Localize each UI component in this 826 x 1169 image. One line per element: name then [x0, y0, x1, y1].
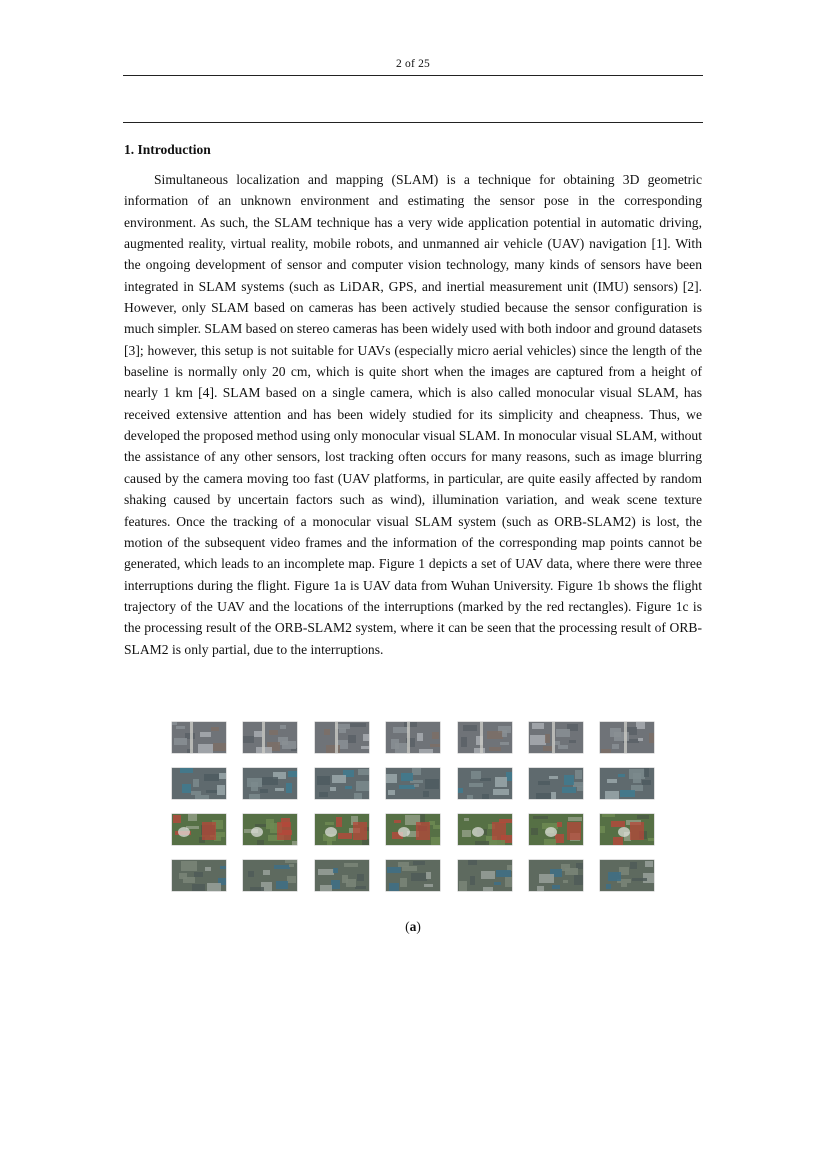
introduction-paragraph: Simultaneous localization and mapping (SLAM) is a technique for obtaining 3D geometric information of an unknown environment and estimating the sensor pose in the corresponding environment. As such, the SLAM technique has a very wide application potential in automatic driving, augmented reality, virtual reality, mobile robots, and unmanned air vehicle (UAV) navigation [1]. With the ongoing development of sensor and computer vision technology, many kinds of sensors have been integrated in SLAM systems (such as LiDAR, GPS, and inertial measurement unit (IMU) sensors) [2]. However, only SLAM based on cameras has been actively studied because the sensor configuration is much simpler. SLAM based on stereo cameras has been widely used with both indoor and ground datasets [3]; however, this setup is not suitable for UAVs (especially micro aerial vehicles) since the length of the baseline is normally only 20 cm, which is quite short when the images are captured from a height of nearly 1 km [4]. SLAM based on a single camera, which is also called monocular visual SLAM, has received extensive attention and has been widely studied for its simplicity and cheapness. Thus, we developed the proposed method using only monocular visual SLAM. In monocular visual SLAM, without the assistance of any other sensors, lost tracking often occurs for many reasons, such as image blurring caused by the camera moving too fast (UAV platforms, in particular, are quite easily affected by random shaking caused by uncertain factors such as wind), illumination variation, and weak scene texture features. Once the tracking of a monocular visual SLAM system (such as ORB-SLAM2) is lost, the motion of the subsequent video frames and the information of the corresponding map points cannot be generated, which leads to an incomplete map. Figure 1 depicts a set of UAV data, where there were three interruptions during the flight. Figure 1a is UAV data from Wuhan University. Figure 1b shows the flight trajectory of the UAV and the locations of the interruptions (marked by the red rectangles). Figure 1c is the processing result of the ORB-SLAM2 system, where it can be seen that the processing result of ORB-SLAM2 is only partial, due to the interruptions.	[124, 172, 702, 657]
uav-frame-thumbnail	[172, 814, 226, 845]
uav-frame-thumbnail	[458, 814, 512, 845]
uav-frame-thumbnail	[386, 860, 440, 891]
uav-frame-thumbnail	[458, 768, 512, 799]
uav-frame-thumbnail	[172, 768, 226, 799]
figure-caption: (a)	[405, 919, 421, 934]
uav-frame-thumbnail	[243, 814, 297, 845]
uav-frame-thumbnail	[386, 722, 440, 753]
uav-frame-thumbnail	[600, 860, 654, 891]
page-number: 2 of 25	[396, 58, 430, 70]
uav-frame-thumbnail	[600, 814, 654, 845]
uav-frame-thumbnail	[600, 722, 654, 753]
uav-frame-thumbnail	[458, 722, 512, 753]
uav-frame-thumbnail	[243, 722, 297, 753]
uav-frame-thumbnail	[315, 722, 369, 753]
uav-frame-thumbnail	[315, 768, 369, 799]
uav-frame-thumbnail	[172, 722, 226, 753]
uav-frame-thumbnail	[243, 860, 297, 891]
uav-frame-thumbnail	[386, 814, 440, 845]
uav-frame-thumbnail	[386, 768, 440, 799]
uav-frame-thumbnail	[529, 814, 583, 845]
uav-frame-thumbnail	[315, 860, 369, 891]
figure-caption-label: a	[409, 919, 417, 934]
uav-frame-thumbnail	[172, 860, 226, 891]
uav-frame-thumbnail	[529, 722, 583, 753]
uav-frame-thumbnail	[315, 814, 369, 845]
uav-frame-thumbnail	[529, 768, 583, 799]
header-rule	[123, 75, 703, 76]
uav-frame-thumbnail	[458, 860, 512, 891]
header-divider	[123, 122, 703, 123]
uav-frame-thumbnail	[243, 768, 297, 799]
section-heading: 1. Introduction	[124, 142, 211, 157]
uav-frame-thumbnail	[529, 860, 583, 891]
uav-frame-thumbnail	[600, 768, 654, 799]
uav-image-grid	[172, 722, 654, 892]
